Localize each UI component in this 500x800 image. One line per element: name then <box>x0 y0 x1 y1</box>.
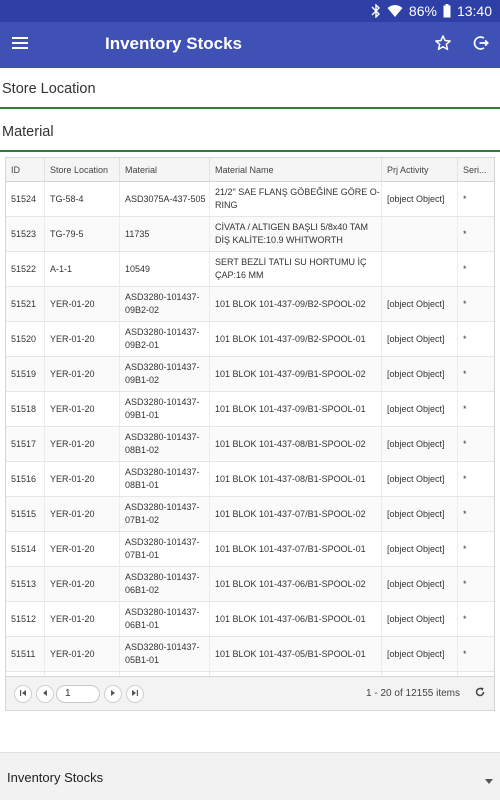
bluetooth-icon <box>371 4 381 18</box>
page-number-input[interactable] <box>56 685 100 703</box>
cell-prj-activity: [object Object] <box>382 322 458 356</box>
table-row[interactable] <box>6 637 495 672</box>
cell-id: 51515 <box>6 497 45 531</box>
cell-seri: * <box>458 392 495 426</box>
cell-prj-activity: [object Object] <box>382 427 458 461</box>
store-location-underline <box>0 107 500 109</box>
table-row[interactable] <box>6 462 495 497</box>
cell-seri: * <box>458 567 495 601</box>
cell-material-name: 101 BLOK 101-437-09/B1-SPOOL-02 <box>210 357 382 391</box>
table-row[interactable] <box>6 497 495 532</box>
cell-material-name: 101 BLOK 101-437-07/B1-SPOOL-01 <box>210 532 382 566</box>
cell-material-name: CİVATA / ALTIGEN BAŞLI 5/8x40 TAM DİŞ KALİTE:10.9 WHITWORTH <box>210 217 382 251</box>
material-field[interactable] <box>0 110 500 150</box>
cell-prj-activity: [object Object] <box>382 182 458 216</box>
cell-prj-activity: [object Object] <box>382 532 458 566</box>
cell-prj-activity: [object Object] <box>382 287 458 321</box>
table-row[interactable] <box>6 252 495 287</box>
cell-id: 51523 <box>6 217 45 251</box>
cell-material: ASD3280-101437-09B1-02 <box>120 357 210 391</box>
first-page-icon <box>19 689 27 699</box>
cell-id: 51517 <box>6 427 45 461</box>
next-page-button[interactable] <box>104 685 122 703</box>
cell-store-location: A-1-1 <box>45 252 120 286</box>
page-title: Inventory Stocks <box>105 34 242 53</box>
cell-material-name: SERT BEZLİ TATLI SU HORTUMU İÇ ÇAP:16 MM <box>210 252 382 286</box>
table-row[interactable] <box>6 602 495 637</box>
cell-store-location: TG-58-4 <box>45 182 120 216</box>
cell-id: 51513 <box>6 567 45 601</box>
cell-seri: * <box>458 322 495 356</box>
column-header-store-location[interactable]: Store Location <box>45 158 120 181</box>
cell-seri: * <box>458 532 495 566</box>
column-header-material[interactable]: Material <box>120 158 210 181</box>
cell-material: ASD3280-101437-09B1-01 <box>120 392 210 426</box>
cell-store-location: TG-79-5 <box>45 217 120 251</box>
battery-icon <box>443 4 451 18</box>
menu-button[interactable] <box>0 22 40 68</box>
cell-material: ASD3280-101437-09B2-02 <box>120 287 210 321</box>
cell-id: 51516 <box>6 462 45 496</box>
cell-id: 51519 <box>6 357 45 391</box>
table-row[interactable] <box>6 182 495 217</box>
star-icon <box>434 34 452 57</box>
cell-material-name: 101 BLOK 101-437-09/B2-SPOOL-02 <box>210 287 382 321</box>
inventory-grid <box>5 157 495 711</box>
cell-seri: * <box>458 462 495 496</box>
cell-store-location: YER-01-20 <box>45 637 120 671</box>
battery-percent: 86% <box>408 3 437 19</box>
clock: 13:40 <box>456 3 492 19</box>
cell-id: 51524 <box>6 182 45 216</box>
caret-down-icon <box>484 773 494 781</box>
cell-store-location: YER-01-20 <box>45 427 120 461</box>
grid-header <box>6 158 495 182</box>
cell-material: ASD3280-101437-06B1-02 <box>120 567 210 601</box>
table-row[interactable] <box>6 427 495 462</box>
cell-id: 51514 <box>6 532 45 566</box>
cell-prj-activity: [object Object] <box>382 497 458 531</box>
cell-id: 51518 <box>6 392 45 426</box>
cell-store-location: YER-01-20 <box>45 392 120 426</box>
cell-store-location: YER-01-20 <box>45 497 120 531</box>
refresh-icon <box>474 685 486 703</box>
next-page-icon <box>109 689 117 699</box>
store-location-label: Store Location <box>2 81 96 97</box>
cell-prj-activity <box>382 252 458 286</box>
cell-material: 11735 <box>120 217 210 251</box>
bottom-panel[interactable] <box>0 752 500 800</box>
grid-rows <box>6 182 495 677</box>
cell-material-name: 101 BLOK 101-437-08/B1-SPOOL-01 <box>210 462 382 496</box>
cell-store-location: YER-01-20 <box>45 532 120 566</box>
last-page-button[interactable] <box>126 685 144 703</box>
cell-material-name: 21/2" SAE FLANŞ GÖBEĞİNE GÖRE O-RING <box>210 182 382 216</box>
table-row[interactable] <box>6 217 495 252</box>
cell-seri: * <box>458 497 495 531</box>
table-row[interactable] <box>6 532 495 567</box>
cell-seri: * <box>458 602 495 636</box>
material-underline <box>0 150 500 152</box>
refresh-button[interactable] <box>472 686 488 702</box>
cell-seri: * <box>458 252 495 286</box>
cell-material: ASD3075A-437-505 <box>120 182 210 216</box>
cell-store-location: YER-01-20 <box>45 602 120 636</box>
status-bar <box>0 0 500 22</box>
cell-material-name: 101 BLOK 101-437-05/B1-SPOOL-01 <box>210 637 382 671</box>
bottom-panel-label: Inventory Stocks <box>7 770 104 785</box>
hamburger-icon <box>12 36 28 54</box>
column-header-prj-activity[interactable]: Prj Activity <box>382 158 458 181</box>
cell-material-name: 101 BLOK 101-437-09/B1-SPOOL-01 <box>210 392 382 426</box>
cell-seri: * <box>458 637 495 671</box>
logout-button[interactable] <box>470 34 492 56</box>
cell-material: 10549 <box>120 252 210 286</box>
material-label: Material <box>2 124 54 140</box>
cell-prj-activity: [object Object] <box>382 357 458 391</box>
cell-seri: * <box>458 182 495 216</box>
cell-store-location: YER-01-20 <box>45 462 120 496</box>
last-page-icon <box>131 689 139 699</box>
cell-material: ASD3280-101437-05B1-01 <box>120 637 210 671</box>
prev-page-button[interactable] <box>36 685 54 703</box>
cell-prj-activity <box>382 217 458 251</box>
prev-page-icon <box>41 689 49 699</box>
wifi-icon <box>387 4 403 18</box>
cell-prj-activity: [object Object] <box>382 392 458 426</box>
cell-material: ASD3280-101437-07B1-02 <box>120 497 210 531</box>
cell-material-name: 101 BLOK 101-437-08/B1-SPOOL-02 <box>210 427 382 461</box>
cell-id: 51521 <box>6 287 45 321</box>
cell-store-location: YER-01-20 <box>45 567 120 601</box>
cell-material-name: 101 BLOK 101-437-09/B2-SPOOL-01 <box>210 322 382 356</box>
cell-prj-activity: [object Object] <box>382 637 458 671</box>
pager <box>6 676 495 710</box>
store-location-field[interactable] <box>0 68 500 108</box>
cell-store-location: YER-01-20 <box>45 357 120 391</box>
table-row[interactable] <box>6 357 495 392</box>
cell-material: ASD3280-101437-08B1-02 <box>120 427 210 461</box>
cell-seri: * <box>458 357 495 391</box>
cell-prj-activity: [object Object] <box>382 462 458 496</box>
column-header-seri[interactable]: Seri... <box>458 158 495 181</box>
cell-material-name: 101 BLOK 101-437-07/B1-SPOOL-02 <box>210 497 382 531</box>
cell-store-location: YER-01-20 <box>45 287 120 321</box>
cell-material-name: 101 BLOK 101-437-06/B1-SPOOL-02 <box>210 567 382 601</box>
cell-id: 51520 <box>6 322 45 356</box>
cell-seri: * <box>458 287 495 321</box>
cell-material: ASD3280-101437-08B1-01 <box>120 462 210 496</box>
first-page-button[interactable] <box>14 685 32 703</box>
cell-material: ASD3280-101437-06B1-01 <box>120 602 210 636</box>
favorite-button[interactable] <box>432 34 454 56</box>
page-info: 1 - 20 of 12155 items <box>366 688 460 699</box>
cell-id: 51511 <box>6 637 45 671</box>
cell-prj-activity: [object Object] <box>382 602 458 636</box>
table-row[interactable] <box>6 322 495 357</box>
cell-store-location: YER-01-20 <box>45 322 120 356</box>
table-row[interactable] <box>6 567 495 602</box>
cell-material: ASD3280-101437-09B2-01 <box>120 322 210 356</box>
cell-material-name: 101 BLOK 101-437-06/B1-SPOOL-01 <box>210 602 382 636</box>
cell-seri: * <box>458 217 495 251</box>
cell-material: ASD3280-101437-07B1-01 <box>120 532 210 566</box>
table-row[interactable] <box>6 392 495 427</box>
cell-id: 51522 <box>6 252 45 286</box>
cell-seri: * <box>458 427 495 461</box>
app-bar <box>0 22 500 68</box>
column-header-id[interactable]: ID <box>6 158 45 181</box>
cell-id: 51512 <box>6 602 45 636</box>
column-header-material-name[interactable]: Material Name <box>210 158 382 181</box>
exit-icon <box>472 34 490 57</box>
table-row[interactable] <box>6 287 495 322</box>
cell-prj-activity: [object Object] <box>382 567 458 601</box>
